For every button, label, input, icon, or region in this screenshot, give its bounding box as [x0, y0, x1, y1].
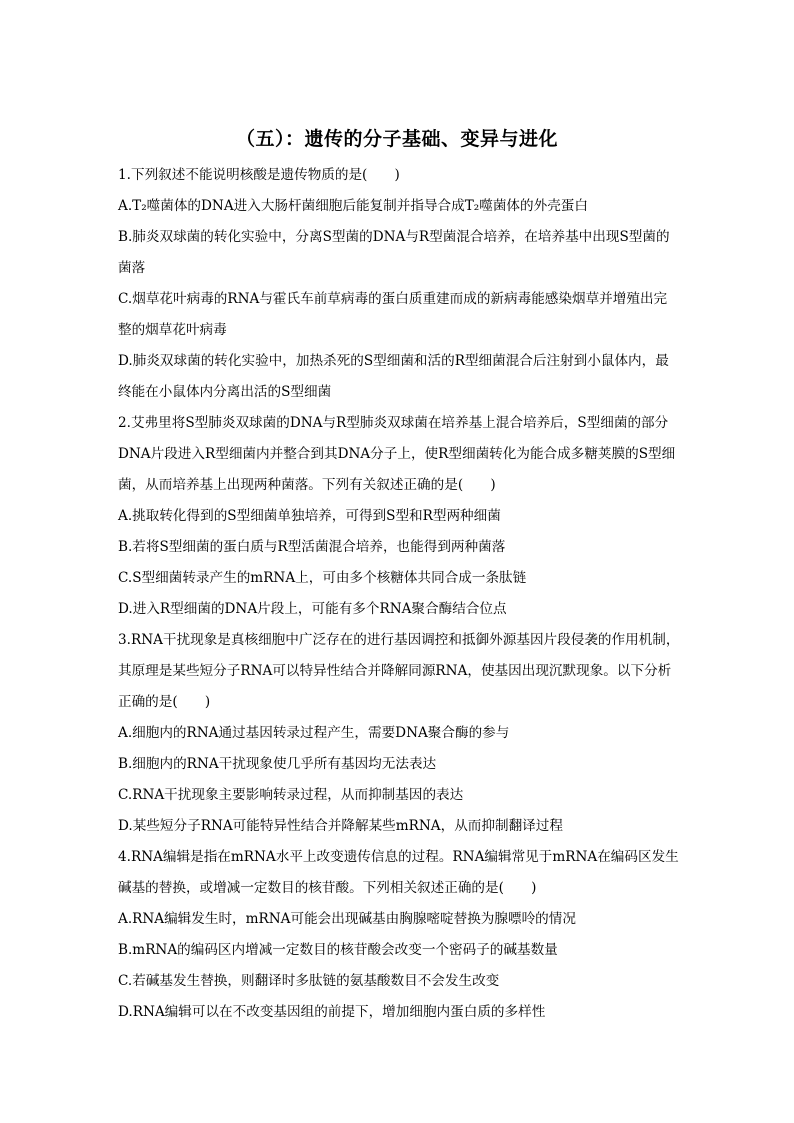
question-stem: 4.RNA编辑是指在mRNA水平上改变遗传信息的过程。RNA编辑常见于mRNA在编码区发生碱基的替换，或增减一定数目的核苷酸。下列相关叙述正确的是( ) [118, 849, 679, 896]
question-stem: 2.艾弗里将S型肺炎双球菌的DNA与R型肺炎双球菌在培养基上混合培养后，S型细菌的部分DNA片段进入R型细菌内并整合到其DNA分子上，使R型细菌转化为能合成多糖荚膜的S型细菌，从而培养基上出现两种菌落。下列有关叙述正确的是( ) [118, 415, 676, 493]
option-text: D.进入R型细菌的DNA片段上，可能有多个RNA聚合酶结合位点 [118, 601, 507, 617]
option-text: A.挑取转化得到的S型细菌单独培养，可得到S型和R型两种细菌 [118, 508, 501, 524]
option-d [118, 594, 680, 625]
option-a [118, 718, 680, 749]
option-text: B.若将S型细菌的蛋白质与R型活菌混合培养，也能得到两种菌落 [118, 539, 506, 555]
option-text: A.RNA编辑发生时，mRNA可能会出现碱基由胸腺嘧啶替换为腺嘌呤的情况 [118, 911, 576, 927]
option-text: B.细胞内的RNA干扰现象使几乎所有基因均无法表达 [118, 756, 437, 772]
option-c [118, 780, 680, 811]
option-text: A.T₂噬菌体的DNA进入大肠杆菌细胞后能复制并指导合成T₂噬菌体的外壳蛋白 [118, 198, 588, 214]
option-text: C.若碱基发生替换，则翻译时多肽链的氨基酸数目不会发生改变 [118, 973, 500, 989]
option-b [118, 935, 680, 966]
option-text: B.肺炎双球菌的转化实验中，分离S型菌的DNA与R型菌混合培养，在培养基中出现S型菌的菌落 [118, 229, 670, 276]
option-text: C.烟草花叶病毒的RNA与霍氏车前草病毒的蛋白质重建而成的新病毒能感染烟草并增殖出完整的烟草花叶病毒 [118, 291, 668, 338]
page-title: （五）：遗传的分子基础、变异与进化 [235, 128, 558, 150]
question-stem: 1.下列叙述不能说明核酸是遗传物质的是( ) [118, 167, 400, 183]
question-3 [118, 625, 680, 842]
option-c [118, 284, 680, 346]
option-a [118, 191, 680, 222]
option-a [118, 501, 680, 532]
option-a [118, 904, 680, 935]
question-stem: 3.RNA干扰现象是真核细胞中广泛存在的进行基因调控和抵御外源基因片段侵袭的作用机制，其原理是某些短分子RNA可以特异性结合并降解同源RNA，使基因出现沉默现象。以下分析正确的是( ) [118, 632, 680, 710]
option-c [118, 563, 680, 594]
option-text: D.RNA编辑可以在不改变基因组的前提下，增加细胞内蛋白质的多样性 [118, 1004, 546, 1020]
option-c [118, 966, 680, 997]
question-1 [118, 160, 680, 408]
option-text: D.肺炎双球菌的转化实验中，加热杀死的S型细菌和活的R型细菌混合后注射到小鼠体内，最终能在小鼠体内分离出活的S型细菌 [118, 353, 669, 400]
option-text: C.RNA干扰现象主要影响转录过程，从而抑制基因的表达 [118, 787, 464, 803]
option-text: C.S型细菌转录产生的mRNA上，可由多个核糖体共同合成一条肽链 [118, 570, 527, 586]
question-4 [118, 842, 680, 1028]
option-b [118, 749, 680, 780]
option-b [118, 222, 680, 284]
option-text: B.mRNA的编码区内增减一定数目的核苷酸会改变一个密码子的碱基数量 [118, 942, 558, 958]
option-text: A.细胞内的RNA通过基因转录过程产生，需要DNA聚合酶的参与 [118, 725, 510, 741]
question-list [118, 160, 680, 1028]
option-b [118, 532, 680, 563]
option-d [118, 997, 680, 1028]
option-d [118, 811, 680, 842]
question-2 [118, 408, 680, 625]
option-d [118, 346, 680, 408]
option-text: D.某些短分子RNA可能特异性结合并降解某些mRNA，从而抑制翻译过程 [118, 818, 563, 834]
